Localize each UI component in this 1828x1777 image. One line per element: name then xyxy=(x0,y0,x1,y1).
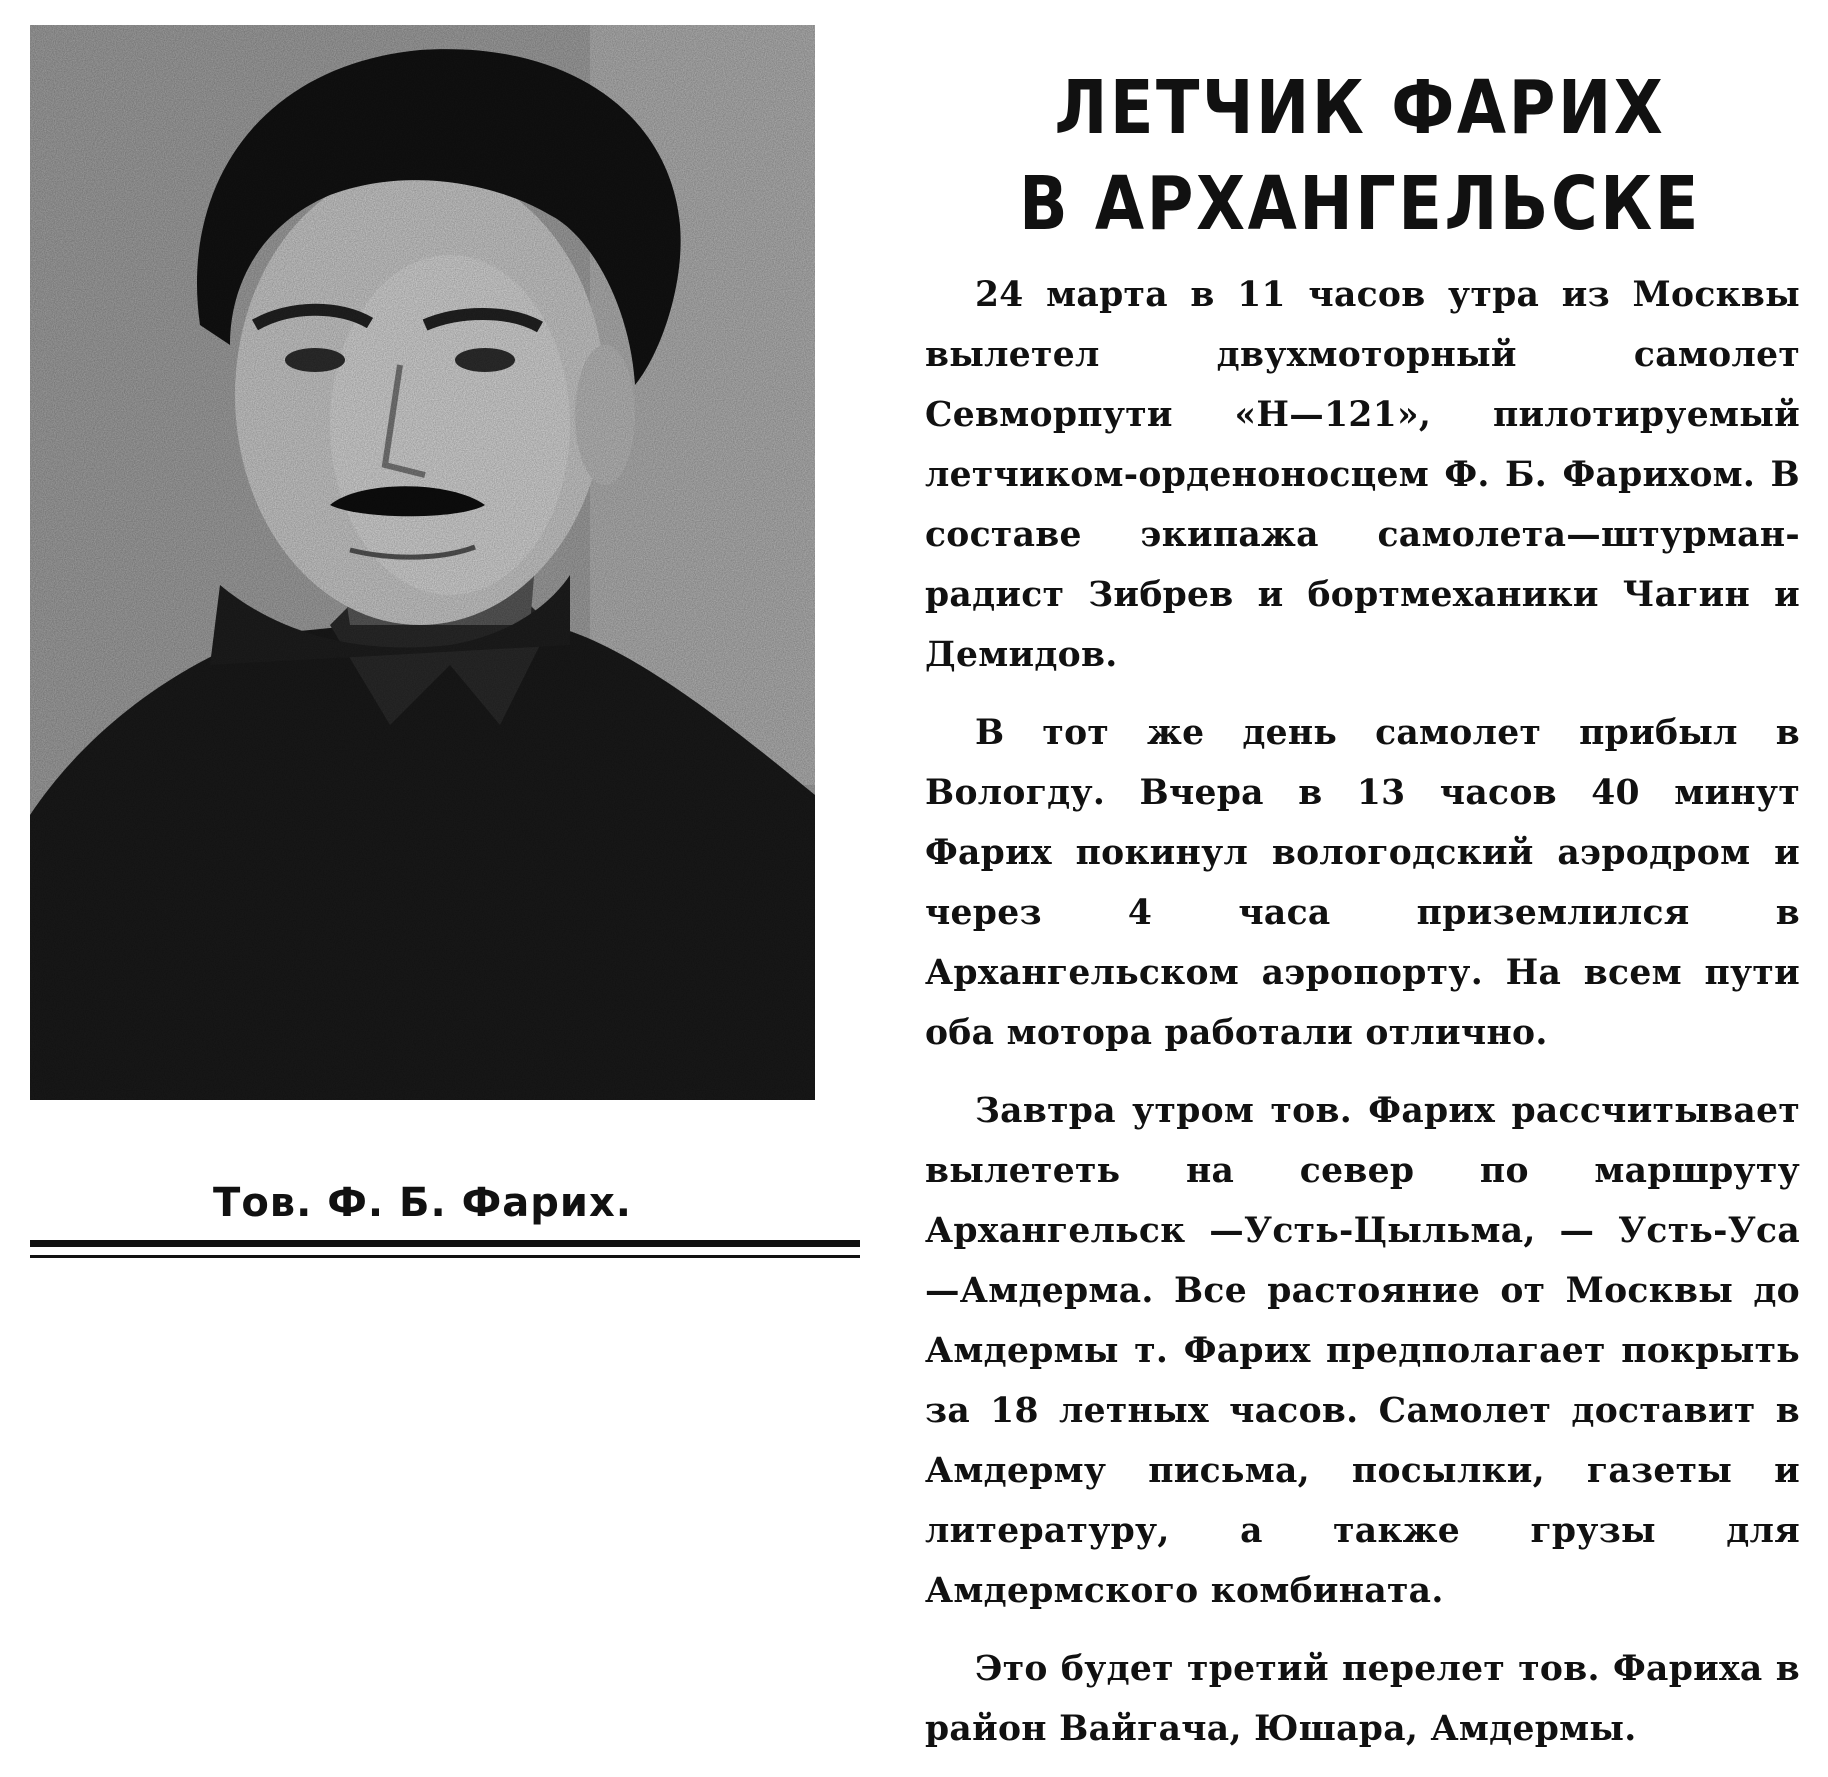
article-paragraph-2: В тот же день самолет прибыл в Вологду. Вчера в 13 часов 40 минут Фарих покинул вологодский аэродром и через 4 часа приземлился в Архангельском аэропорту. На всем пути оба мотора работали отлично. xyxy=(925,713,1800,1053)
portrait-photo xyxy=(30,25,815,1100)
portrait-image xyxy=(30,25,815,1100)
article-paragraph-1: 24 марта в 11 часов утра из Москвы вылетел двухмоторный самолет Севморпути «Н—121», пилотируемый летчиком-орденоносцем Ф. Б. Фарихом. В составе экипажа самолета—штурман-радист Зибрев и бортмеханики Чагин и Демидов. xyxy=(925,275,1800,675)
headline-line-2: В АРХАНГЕЛЬСКЕ xyxy=(1019,161,1701,247)
divider-rule xyxy=(30,1240,860,1247)
divider-rule-thin xyxy=(30,1255,860,1258)
article-headline xyxy=(964,60,1755,252)
article-paragraph-4: Это будет третий перелет тов. Фариха в район Вайгача, Юшара, Амдермы. xyxy=(925,1649,1800,1749)
article-paragraph-3: Завтра утром тов. Фарих рассчитывает вылететь на север по маршруту Архангельск —Усть-Цыльма, — Усть-Уса —Амдерма. Все растояние от Москвы до Амдермы т. Фарих предполагает покрыть за 18 летных часов. Самолет доставит в Амдерму письма, посылки, газеты и литературу, а также грузы для Амдермского комбината. xyxy=(925,1091,1800,1611)
article-body xyxy=(925,265,1800,1777)
headline-line-1: ЛЕТЧИК ФАРИХ xyxy=(1054,65,1666,151)
photo-caption: Тов. Ф. Б. Фарих. xyxy=(213,1180,632,1226)
